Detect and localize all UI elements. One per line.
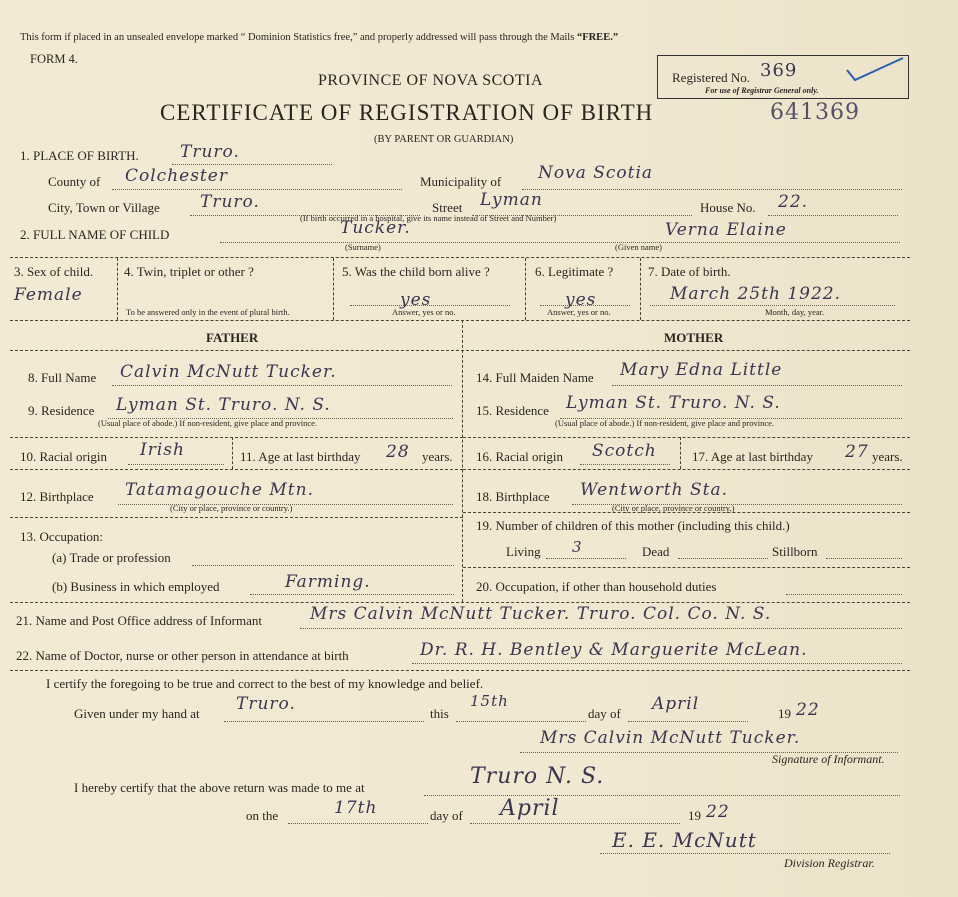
mother-birthplace-note: (City or place, province or country.) (612, 503, 735, 513)
trade-label: (a) Trade or profession (52, 550, 171, 565)
father-residence-label: 9. Residence (28, 403, 95, 418)
sex-value: Female (14, 285, 83, 305)
return-label: I hereby certify that the above return was made to me at (74, 780, 365, 795)
certify-statement: I certify the foregoing to be true and correct to the best of my knowledge and belief. (46, 676, 484, 691)
child-surname: Tucker. (340, 218, 411, 238)
mail-notice (20, 32, 618, 43)
father-birthplace-value: Tatamagouche Mtn. (125, 480, 314, 500)
place-value: Truro. (180, 142, 240, 162)
return-place: Truro N. S. (470, 764, 605, 789)
mother-racial-label: 16. Racial origin (476, 449, 564, 464)
child-given-name: Verna Elaine (665, 220, 787, 240)
return-year: 22 (706, 802, 730, 822)
mother-racial-value: Scotch (592, 441, 657, 461)
given-year: 22 (796, 700, 820, 720)
county-label: County of (48, 174, 101, 189)
on-the-label: on the (246, 808, 279, 823)
mother-name-value: Mary Edna Little (620, 360, 783, 380)
father-heading: FATHER (206, 330, 259, 345)
province-heading: PROVINCE OF NOVA SCOTIA (318, 72, 544, 89)
municipality-value: Nova Scotia (538, 163, 654, 183)
mother-residence-value: Lyman St. Truro. N. S. (566, 393, 781, 413)
father-name-label: 8. Full Name (28, 370, 97, 385)
mother-age-label: 17. Age at last birthday (692, 449, 813, 464)
street-value: Lyman (480, 190, 543, 210)
father-residence-value: Lyman St. Truro. N. S. (116, 395, 331, 415)
child-name-label: 2. FULL NAME OF CHILD (20, 227, 170, 242)
hospital-note: (If birth occurred in a hospital, give its name instead of Street and Number) (300, 213, 557, 223)
page-title: CERTIFICATE OF REGISTRATION OF BIRTH (160, 100, 654, 125)
birthdate-label: 7. Date of birth. (648, 264, 731, 279)
signature-caption: Signature of Informant. (772, 752, 885, 766)
father-age-label: 11. Age at last birthday (240, 449, 361, 464)
informant-label: 21. Name and Post Office address of Informant (16, 613, 262, 628)
doctor-value: Dr. R. H. Bentley & Marguerite McLean. (420, 640, 808, 660)
doctor-label: 22. Name of Doctor, nurse or other person in attendance at birth (16, 648, 349, 663)
sex-label: 3. Sex of child. (14, 264, 94, 279)
given-label: Given under my hand at (74, 706, 200, 721)
mother-birthplace-label: 18. Birthplace (476, 489, 550, 504)
birthdate-value: March 25th 1922. (670, 284, 842, 304)
place-label: 1. PLACE OF BIRTH. (20, 148, 139, 163)
registrar-note: For use of Registrar General only. (705, 86, 819, 95)
city-value: Truro. (200, 192, 260, 212)
surname-caption: (Surname) (345, 242, 381, 252)
mother-residence-note: (Usual place of abode.) If non-resident, give place and province. (555, 418, 775, 428)
living-value: 3 (572, 538, 583, 556)
given-day: 15th (470, 692, 509, 710)
legitimate-note: Answer, yes or no. (547, 307, 611, 317)
mother-birthplace-value: Wentworth Sta. (580, 480, 729, 500)
alive-label: 5. Was the child born alive ? (342, 264, 490, 279)
street-label: Street (432, 200, 463, 215)
father-birthplace-note: (City or place, province or country.) (170, 503, 293, 513)
father-birthplace-label: 12. Birthplace (20, 489, 94, 504)
mother-residence-label: 15. Residence (476, 403, 549, 418)
twin-label: 4. Twin, triplet or other ? (124, 264, 254, 279)
dead-label: Dead (642, 544, 670, 559)
return-day-of-label: day of (430, 808, 463, 823)
registrar-signature: E. E. McNutt (612, 828, 757, 852)
return-month: April (500, 796, 560, 821)
father-name-value: Calvin McNutt Tucker. (120, 362, 337, 382)
registered-value: 369 (760, 60, 798, 81)
house-label: House No. (700, 200, 756, 215)
father-racial-value: Irish (140, 440, 185, 460)
occupation-label: 13. Occupation: (20, 529, 104, 544)
county-value: Colchester (125, 166, 228, 186)
day-of-label: day of (588, 706, 621, 721)
given-year-prefix: 19 (778, 706, 791, 721)
registrar-caption: Division Registrar. (784, 856, 875, 870)
this-label: this (430, 706, 449, 721)
given-caption: (Given name) (615, 242, 662, 252)
children-label: 19. Number of children of this mother (including this child.) (476, 518, 790, 533)
mother-heading: MOTHER (664, 330, 724, 345)
informant-signature: Mrs Calvin McNutt Tucker. (540, 728, 801, 748)
birthdate-note: Month, day, year. (765, 307, 825, 317)
city-label: City, Town or Village (48, 200, 160, 215)
father-age-value: 28 (386, 442, 410, 462)
living-label: Living (506, 544, 541, 559)
mother-age-value: 27 (845, 442, 869, 462)
informant-value: Mrs Calvin McNutt Tucker. Truro. Col. Co. N. S. (310, 604, 772, 624)
page-subtitle: (BY PARENT OR GUARDIAN) (374, 134, 514, 145)
business-label: (b) Business in which employed (52, 579, 220, 594)
registered-label: Registered No. (672, 70, 750, 85)
father-residence-note: (Usual place of abode.) If non-resident, give place and province. (98, 418, 318, 428)
mail-notice-text: This form if placed in an unsealed envelope marked “ Dominion Statistics free,” and properly addressed will pass through the Mails (20, 32, 575, 43)
mother-age-suffix: years. (872, 449, 903, 464)
father-racial-label: 10. Racial origin (20, 449, 108, 464)
file-number: 641369 (770, 100, 860, 125)
father-age-suffix: years. (422, 449, 453, 464)
checkmark-icon (845, 56, 905, 82)
mail-notice-free: “FREE.” (576, 32, 619, 43)
mother-occupation-label: 20. Occupation, if other than household duties (476, 579, 717, 594)
business-value: Farming. (285, 572, 371, 592)
municipality-label: Municipality of (420, 174, 502, 189)
alive-note: Answer, yes or no. (392, 307, 456, 317)
return-year-prefix: 19 (688, 808, 701, 823)
alive-value: yes (400, 290, 432, 310)
legitimate-value: yes (565, 290, 597, 310)
given-place: Truro. (236, 694, 296, 714)
stillborn-label: Stillborn (772, 544, 818, 559)
twin-note: To be answered only in the event of plural birth. (126, 307, 290, 317)
mother-name-label: 14. Full Maiden Name (476, 370, 594, 385)
return-day: 17th (334, 798, 378, 818)
legitimate-label: 6. Legitimate ? (535, 264, 614, 279)
given-month: April (652, 694, 700, 714)
form-number: FORM 4. (30, 52, 78, 66)
house-value: 22. (778, 192, 809, 212)
